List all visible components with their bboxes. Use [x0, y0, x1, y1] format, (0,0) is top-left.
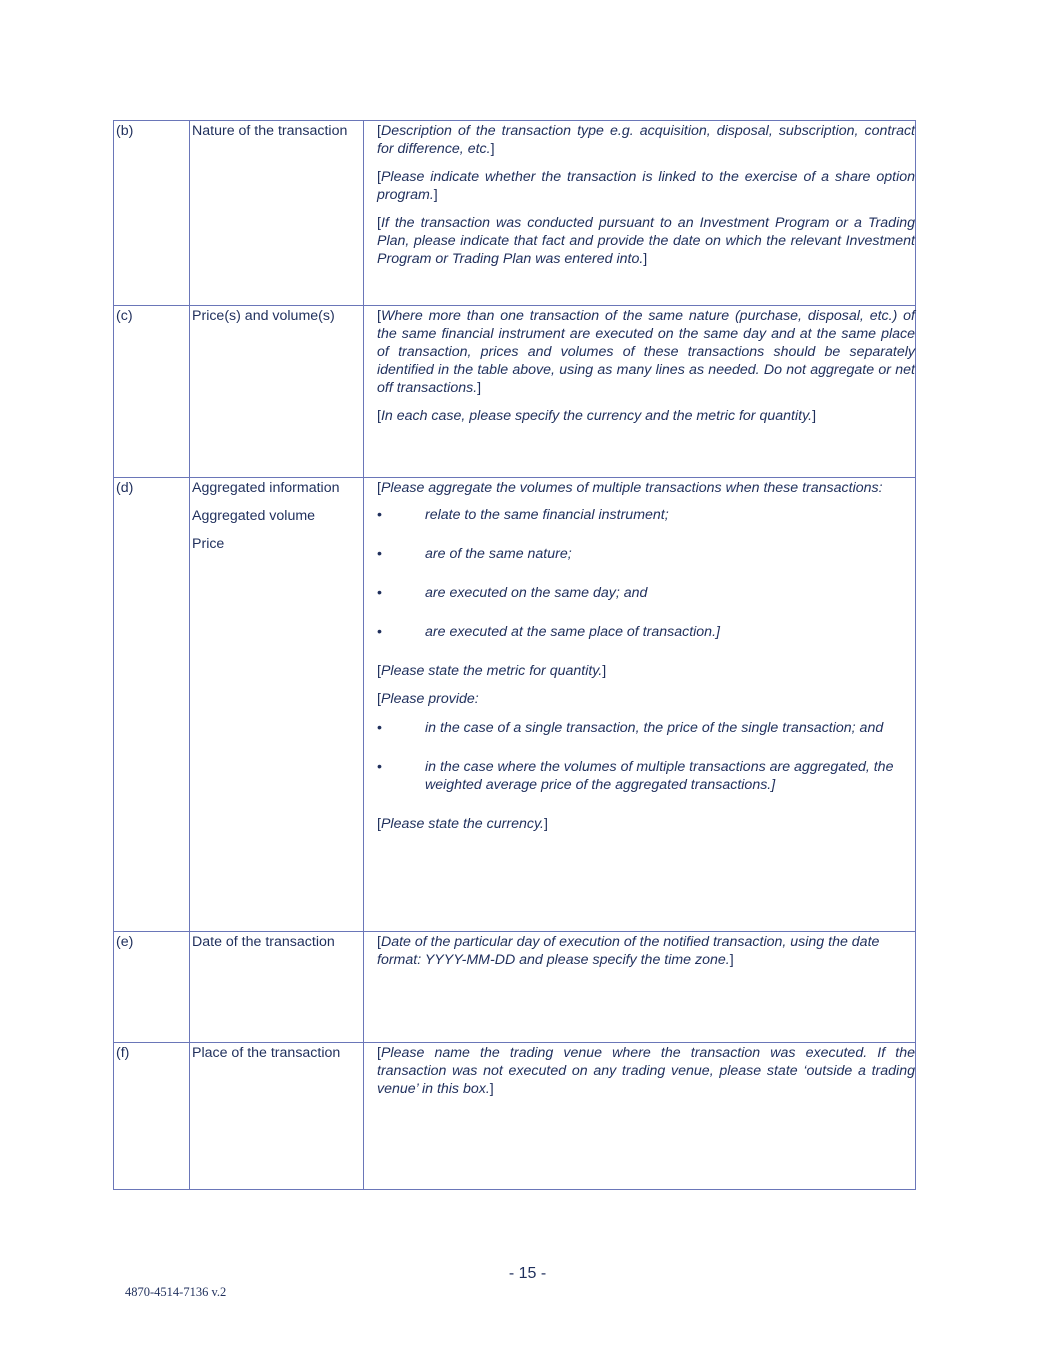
list-item: • in the case of a single transaction, the price of the single transaction; and: [377, 719, 915, 737]
row-label: Price(s) and volume(s): [192, 308, 335, 324]
row-code: (b): [114, 121, 190, 306]
instruction-paragraph: [In each case, please specify the currency and the metric for quantity.]: [377, 408, 817, 424]
list-item: • are executed on the same day; and: [377, 584, 915, 602]
table-row: [114, 121, 916, 306]
row-code: (d): [114, 478, 190, 932]
row-instructions: [364, 932, 916, 1043]
list-item: • are of the same nature;: [377, 545, 915, 563]
table-row: [114, 932, 916, 1043]
instruction-paragraph: [If the transaction was conducted pursuant to an Investment Program or a Trading Plan, please indicate that fact and provide the date on which the relevant Investment Program or Trading Plan was entered into.]: [377, 215, 915, 267]
row-label: Date of the transaction: [192, 934, 335, 950]
table-row: [114, 306, 916, 478]
row-label: Price: [192, 536, 225, 552]
page-number: - 15 -: [508, 1265, 547, 1282]
row-label: Place of the transaction: [192, 1045, 341, 1061]
table-row: [114, 478, 916, 932]
instruction-paragraph: [Where more than one transaction of the same nature (purchase, disposal, etc.) of the same financial instrument are executed on the same day and at the same place of transaction, prices and volumes of these transactions should be separately identified in the table above, using as many lines as needed. Do not aggregate or net off transactions.]: [377, 308, 915, 396]
instruction-paragraph: [Description of the transaction type e.g. acquisition, disposal, subscription, contract for difference, etc.]: [377, 123, 915, 157]
instruction-paragraph: [Please provide:: [377, 691, 479, 707]
transaction-details-table: [113, 120, 916, 1190]
row-code: (e): [114, 932, 190, 1043]
instruction-paragraph: [Date of the particular day of execution of the notified transaction, using the date format: YYYY-MM-DD and please specify the time zone.]: [377, 934, 880, 968]
instruction-paragraph: [Please aggregate the volumes of multiple transactions when these transactions:: [377, 480, 883, 496]
row-label-cell: [190, 306, 364, 478]
row-label: Nature of the transaction: [192, 123, 348, 139]
list-item: • in the case where the volumes of multiple transactions are aggregated, the weighted average price of the aggregated transactions.]: [377, 758, 915, 794]
row-code: (c): [114, 306, 190, 478]
table-row: [114, 1043, 916, 1190]
list-item: • are executed at the same place of transaction.]: [377, 623, 915, 641]
row-instructions: [364, 121, 916, 306]
row-label-cell: [190, 932, 364, 1043]
row-instructions: [364, 1043, 916, 1190]
row-instructions: [364, 478, 916, 932]
instruction-paragraph: [Please name the trading venue where the transaction was executed. If the transaction was not executed on any trading venue, please state ‘outside a trading venue’ in this box.]: [377, 1045, 915, 1097]
instruction-paragraph: [Please state the currency.]: [377, 816, 548, 832]
row-label-cell: [190, 1043, 364, 1190]
row-label: Aggregated information: [192, 480, 340, 496]
row-label-cell: [190, 478, 364, 932]
instruction-paragraph: [Please state the metric for quantity.]: [377, 663, 607, 679]
list-item: • relate to the same financial instrument;: [377, 506, 915, 524]
row-instructions: [364, 306, 916, 478]
row-code: (f): [114, 1043, 190, 1190]
row-label-cell: [190, 121, 364, 306]
row-label: Aggregated volume: [192, 508, 316, 524]
instruction-paragraph: [Please indicate whether the transaction is linked to the exercise of a share option program.]: [377, 169, 915, 203]
document-id: 4870-4514-7136 v.2: [125, 1285, 227, 1299]
